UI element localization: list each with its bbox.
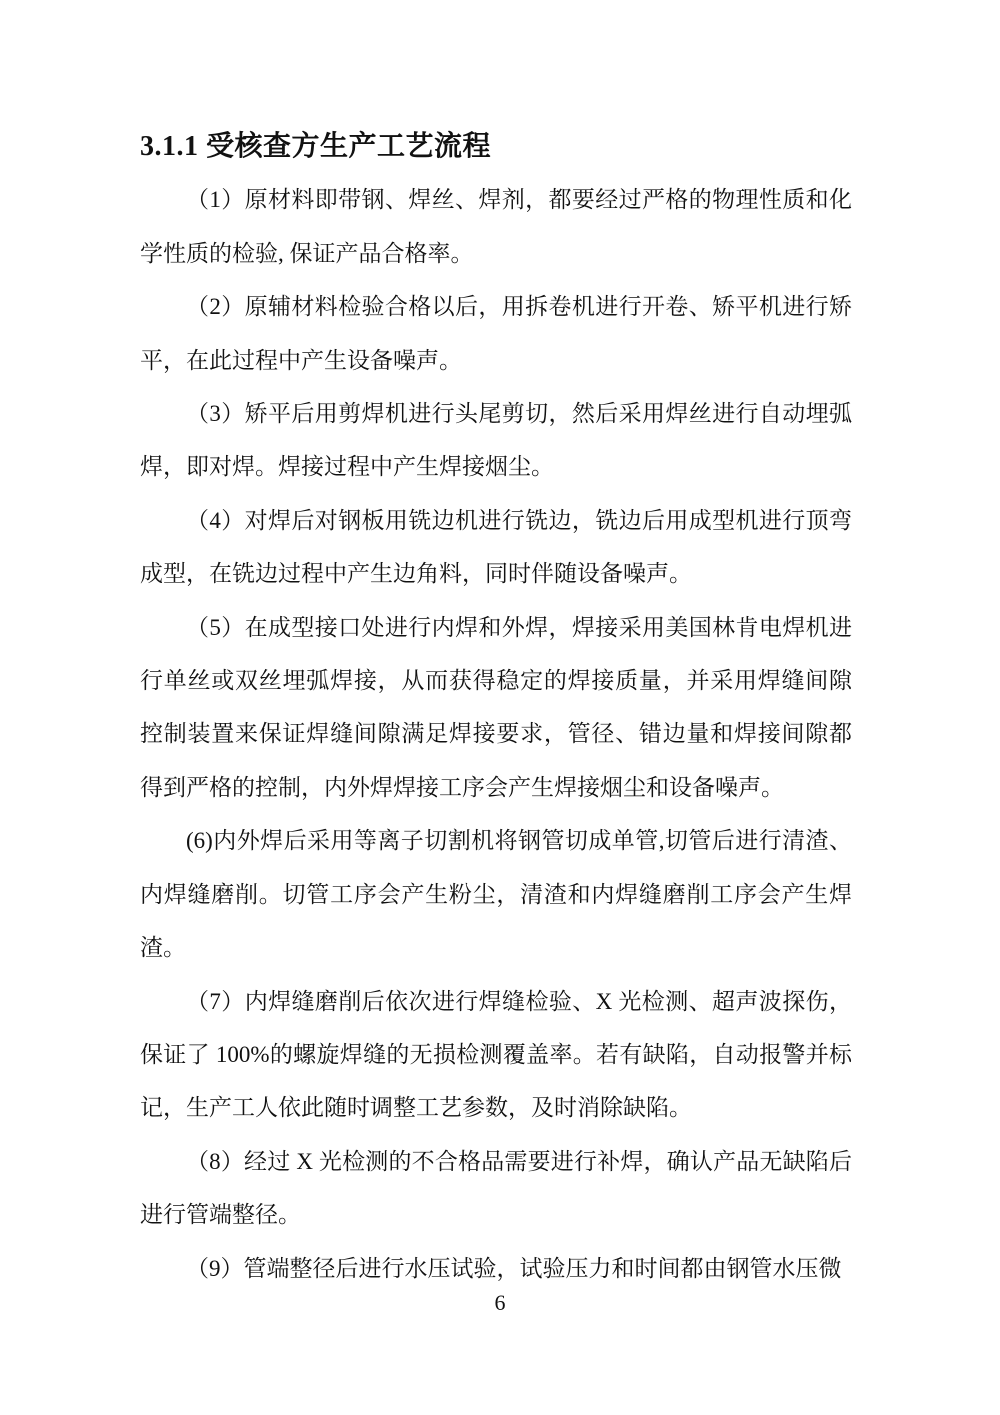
document-body [140, 120, 852, 1295]
paragraph-2: （2）原辅材料检验合格以后，用拆卷机进行开卷、矫平机进行矫平，在此过程中产生设备噪声。 [140, 294, 852, 373]
paragraph-9: （9）管端整径后进行水压试验，试验压力和时间都由钢管水压微 [186, 1255, 842, 1281]
paragraph-6: (6)内外焊后采用等离子切割机将钢管切成单管,切管后进行清渣、内焊缝磨削。切管工序会产生粉尘，清渣和内焊缝磨削工序会产生焊渣。 [140, 828, 852, 961]
page-number: 6 [494, 1290, 506, 1315]
paragraph-7: （7）内焊缝磨削后依次进行焊缝检验、X 光检测、超声波探伤，保证了 100%的螺旋焊缝的无损检测覆盖率。若有缺陷，自动报警并标记，生产工人依此随时调整工艺参数，及时消除缺陷。 [140, 988, 852, 1121]
paragraph-8: （8）经过 X 光检测的不合格品需要进行补焊，确认产品无缺陷后进行管端整径。 [140, 1148, 852, 1228]
paragraph-4: （4）对焊后对钢板用铣边机进行铣边，铣边后用成型机进行顶弯成型，在铣边过程中产生边角料，同时伴随设备噪声。 [140, 507, 852, 587]
paragraph-5: （5）在成型接口处进行内焊和外焊，焊接采用美国林肯电焊机进行单丝或双丝埋弧焊接，从而获得稳定的焊接质量，并采用焊缝间隙控制装置来保证焊缝间隙满足焊接要求，管径、错边量和焊接间隙都得到严格的控制，内外焊焊接工序会产生焊接烟尘和设备噪声。 [140, 614, 852, 800]
section-heading: 3.1.1 受核查方生产工艺流程 [140, 131, 492, 162]
paragraph-3: （3）矫平后用剪焊机进行头尾剪切，然后采用焊丝进行自动埋弧焊，即对焊。焊接过程中产生焊接烟尘。 [140, 401, 852, 480]
paragraph-1: （1）原材料即带钢、焊丝、焊剂，都要经过严格的物理性质和化学性质的检验, 保证产品合格率。 [140, 187, 852, 266]
